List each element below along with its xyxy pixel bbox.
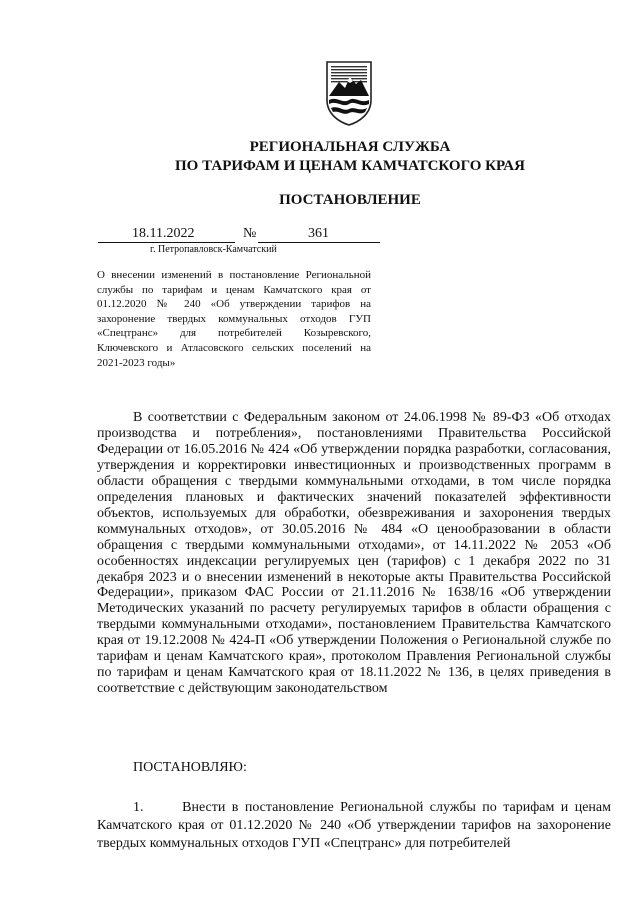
- number-underline: [258, 242, 380, 243]
- document-number: 361: [308, 226, 329, 241]
- document-type: ПОСТАНОВЛЕНИЕ: [279, 192, 421, 208]
- organization-name-line1: РЕГИОНАЛЬНАЯ СЛУЖБА: [249, 139, 451, 155]
- date-underline: [98, 242, 235, 243]
- document-date: 18.11.2022: [132, 226, 195, 241]
- date-number-line: [98, 224, 383, 244]
- decree-word: ПОСТАНОВЛЯЮ:: [133, 760, 247, 775]
- item-1: [97, 799, 611, 853]
- document-subject: О внесении изменений в постановление Региональной службы по тарифам и ценам Камчатского края от 01.12.2020 № 240 «Об утверждении тарифов на захоронение твердых коммунальных отходов ГУП «Спецтранс» для потребителей Козыревского, Ключевского и Атласовского сельских поселений на 2021-2023 годы»: [97, 269, 371, 369]
- preamble-paragraph: В соответствии с Федеральным законом от 24.06.1998 № 89-ФЗ «Об отходах производства и потребления», постановлениями Правительства Российской Федерации от 16.05.2016 № 424 «Об утверждении порядка разработки, согласования, утверждения и корректировки инвестиционных и производственных программ в области обращения с твердыми коммунальными отходами, в том числе порядка определения плановых и фактических значений показателей эффективности объектов, используемых для обработки, обезвреживания и захоронения твердых коммунальных отходов», от 30.05.2016 № 484 «О ценообразовании в области обращения с твердыми коммунальными отходами», от 14.11.2022 № 2053 «Об особенностях индексации регулируемых цен (тарифов) с 1 декабря 2022 по 31 декабря 2023 и о внесении изменений в некоторые акты Правительства Российской Федерации», приказом ФАС России от 21.11.2016 № 1638/16 «Об утверждении Методических указаний по расчету регулируемых тарифов в области обращения с твердыми коммунальными отходами», постановлением Правительства Камчатского края от 19.12.2008 № 424-П «Об утверждении Положения о Региональной службе по тарифам и ценам Камчатского края», протоколом Правления Региональной службы по тарифам и ценам Камчатского края от 18.11.2022 № 136, в целях приведения в соответствие с действующим законодательством: [97, 410, 611, 697]
- item-1-text: Внести в постановление Региональной службы по тарифам и ценам Камчатского края от 01.12.2020 № 240 «Об утверждении тарифов на захоронение твердых коммунальных отходов ГУП «Спецтранс» для потребителей: [97, 800, 611, 851]
- organization-name-line2: ПО ТАРИФАМ И ЦЕНАМ КАМЧАТСКОГО КРАЯ: [175, 158, 525, 174]
- number-sign: №: [243, 226, 257, 241]
- city-name: г. Петропавловск-Камчатский: [150, 244, 277, 255]
- kamchatka-coat-of-arms-icon: [323, 60, 375, 126]
- item-1-number: 1.: [133, 800, 144, 815]
